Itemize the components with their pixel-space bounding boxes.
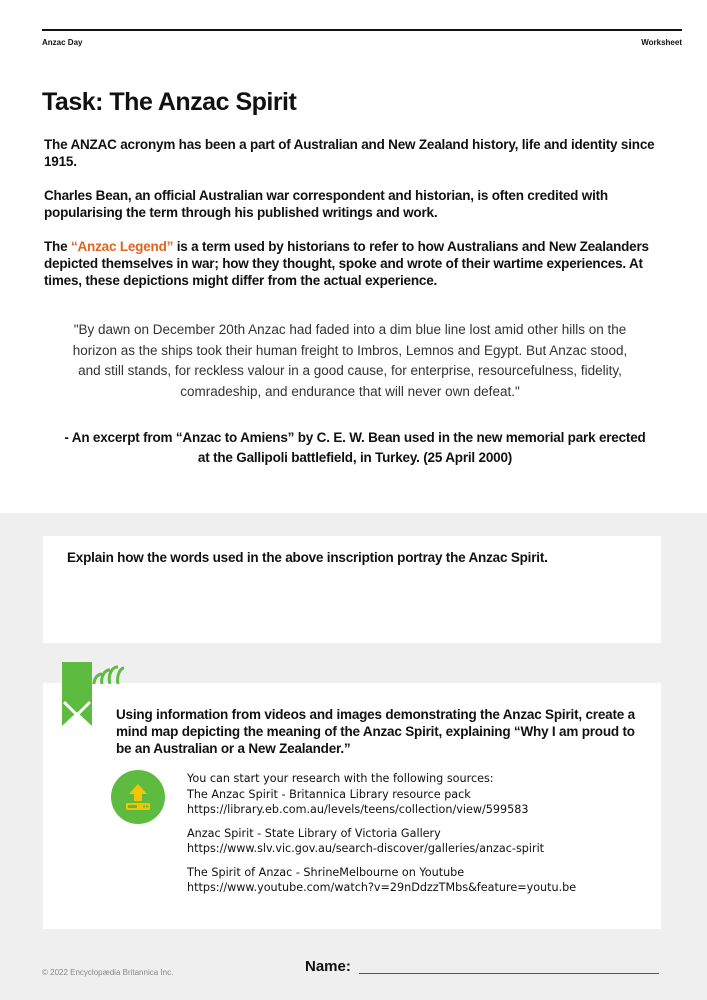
source-link-3[interactable]: https://www.youtube.com/watch?v=29nDdzzTMbs&feature=youtu.be — [187, 881, 577, 894]
intro-paragraph-1: The ANZAC acronym has been a part of Australian and New Zealand history, life and identity since 1915. — [44, 137, 655, 169]
anzac-legend-highlight: “Anzac Legend” — [70, 239, 174, 254]
bean-quote: "By dawn on December 20th Anzac had faded into a dim blue line lost amid other hills on the horizon as the ships took their human freight to Imbros, Lemnos and Egypt. But Anzac stood, and still stands, for reckless valour in a good cause, for enterprise, resourcefulness, fidelity, comradeship, and endurance that will never own defeat." — [72, 322, 628, 399]
name-label: Name: — [305, 958, 351, 975]
sources-group-3 — [187, 865, 657, 896]
sources-group-2 — [187, 826, 657, 857]
research-sources — [187, 771, 657, 904]
source-link-2[interactable]: https://www.slv.vic.gov.au/search-discover/galleries/anzac-spirit — [187, 842, 545, 855]
header-doc-type: Worksheet — [641, 38, 682, 47]
name-field[interactable] — [359, 973, 659, 974]
source-title-3: The Spirit of Anzac - ShrineMelbourne on Youtube — [187, 865, 465, 879]
source-title-1: The Anzac Spirit - Britannica Library resource pack — [187, 787, 471, 801]
source-link-1[interactable]: https://library.eb.com.au/levels/teens/collection/view/599583 — [187, 803, 529, 816]
header-subject: Anzac Day — [42, 38, 83, 47]
source-title-2: Anzac Spirit - State Library of Victoria Gallery — [187, 826, 441, 840]
task-box-mindmap — [43, 683, 661, 929]
p3-prefix: The — [44, 239, 71, 254]
task-box-explain — [43, 536, 661, 643]
bookmark-icon — [62, 662, 92, 726]
header-rule — [42, 29, 682, 31]
decorative-arcs-icon — [92, 662, 126, 684]
page-title: Task: The Anzac Spirit — [42, 88, 297, 116]
intro-paragraph-2: Charles Bean, an official Australian war correspondent and historian, is often credited with popularising the term through his published writings and work. — [44, 188, 608, 220]
quote-citation: - An excerpt from “Anzac to Amiens” by C. E. W. Bean used in the new memorial park erected at the Gallipoli battlefield, in Turkey. (25 April 2000) — [64, 430, 646, 465]
sources-intro: You can start your research with the following sources: — [187, 772, 494, 785]
upload-icon — [111, 770, 165, 824]
copyright: © 2022 Encyclopædia Britannica Inc. — [42, 968, 174, 977]
p3-suffix: is a term used by historians to refer to how Australians and New Zealanders depicted themselves in war; how they thought, spoke and wrote of their wartime experiences. At times, these depictions might differ from the actual experience. — [44, 239, 649, 288]
intro-paragraph-3 — [44, 238, 674, 289]
task-explain-prompt: Explain how the words used in the above inscription portray the Anzac Spirit. — [67, 550, 548, 565]
task-mindmap-prompt: Using information from videos and images demonstrating the Anzac Spirit, create a mind map depicting the meaning of the Anzac Spirit, explaining “Why I am proud to be an Australian or a New Zealander.” — [116, 707, 635, 756]
sources-group-1 — [187, 771, 657, 818]
